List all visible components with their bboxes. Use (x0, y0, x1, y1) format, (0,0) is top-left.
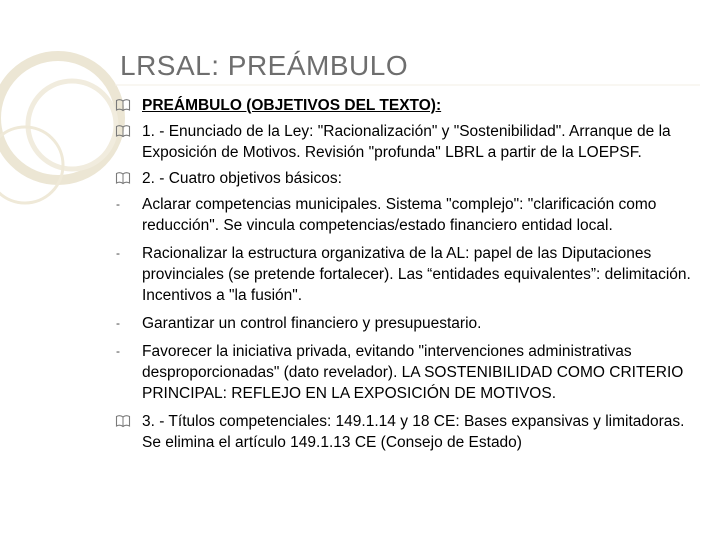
dash-marker: - (116, 197, 120, 211)
dash-item-competencias (115, 194, 705, 236)
item-text: PREÁMBULO (OBJETIVOS DEL TEXTO): (142, 97, 442, 114)
bullet-item-enunciado (115, 121, 705, 163)
item-text: 1. - Enunciado de la Ley: "Racionalización" y "Sostenibilidad". Arranque de la Exposición de Motivos. Revisión "profunda" LBRL a partir de la LOEPSF. (142, 123, 671, 161)
dash-marker: - (116, 246, 120, 260)
slide-title: LRSAL: PREÁMBULO (120, 50, 409, 81)
item-text: Garantizar un control financiero y presupuestario. (142, 315, 482, 332)
dash-item-estructura (115, 243, 705, 306)
bullet-item-titulos (115, 411, 705, 453)
open-book-bullet-icon (115, 170, 131, 186)
bullet-item-objetivos (115, 168, 705, 189)
dash-item-iniciativa (115, 341, 705, 404)
item-text: 2. - Cuatro objetivos básicos: (142, 170, 342, 187)
dash-marker: - (116, 344, 120, 358)
item-text: 3. - Títulos competenciales: 149.1.14 y 18 CE: Bases expansivas y limitadoras. Se elimina el artículo 149.1.13 CE (Consejo de Estado) (142, 413, 685, 451)
item-text: Favorecer la iniciativa privada, evitando "intervenciones administrativas desproporcionadas" (dato revelador). LA SOSTENIBILIDAD COMO CRITERIO PRINCIPAL: REFLEJO EN LA EXPOSICIÓN DE MOTIVOS. (142, 343, 684, 402)
item-text: Aclarar competencias municipales. Sistema "complejo": "clarificación como reducción". Se vincula competencias/estado financiero entidad local. (142, 196, 657, 234)
dash-marker: - (116, 316, 120, 330)
open-book-bullet-icon (115, 97, 131, 113)
dash-item-control (115, 313, 705, 334)
item-text: Racionalizar la estructura organizativa de la AL: papel de las Diputaciones provinciales (se pretende fortalecer). Las “entidades equivalentes”: delimitación. Incentivos a "la fusión". (142, 245, 691, 304)
open-book-bullet-icon (115, 123, 131, 139)
slide-content (115, 95, 705, 458)
open-book-bullet-icon (115, 413, 131, 429)
bullet-item-preambulo (115, 95, 705, 116)
